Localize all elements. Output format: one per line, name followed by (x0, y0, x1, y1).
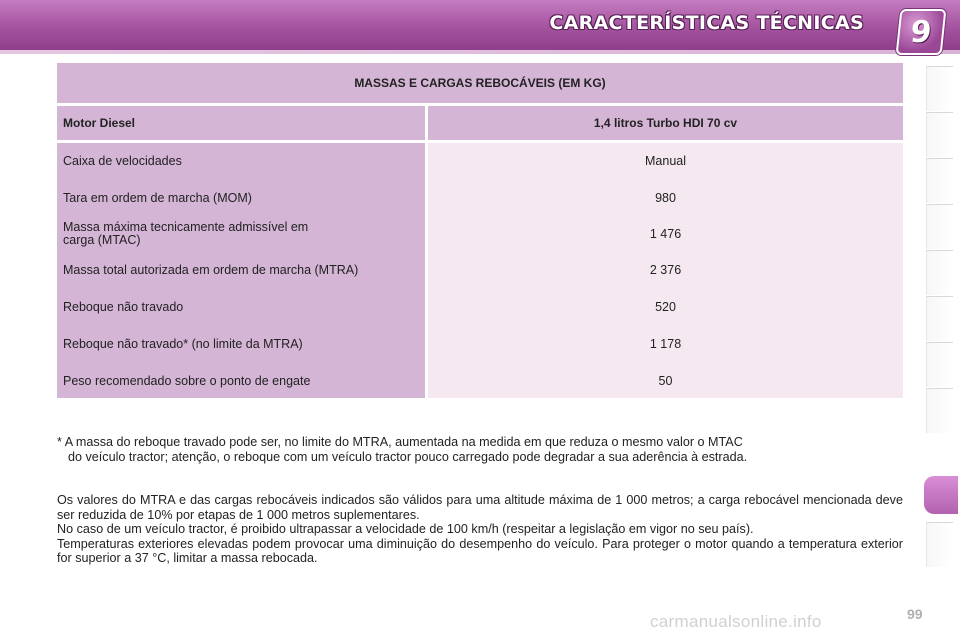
table-row-value: Manual (645, 154, 686, 168)
table-row-value: 1 178 (649, 337, 682, 351)
side-tabs (926, 66, 960, 578)
footnote-line: * A massa do reboque travado pode ser, no limite do MTRA, aumentada na medida em que reduza o mesmo valor o MTAC (57, 435, 743, 449)
footnote (57, 435, 903, 464)
table-header-model: 1,4 litros Turbo HDI 70 cv (428, 106, 903, 140)
footnote-line: do veículo tractor; atenção, o reboque com um veículo tractor pouco carregado pode degradar a sua aderência à estrada. (68, 449, 748, 464)
side-tab[interactable] (926, 204, 953, 249)
note-paragraph: Os valores do MTRA e das cargas rebocáveis indicados são válidos para uma altitude máxima de 1 000 metros; a carga rebocável mencionada deve ser reduzida de 10% por etapas de 1 000 metros suplementares. (57, 493, 903, 522)
side-tab[interactable] (926, 522, 953, 567)
side-tab[interactable] (926, 296, 953, 341)
side-tab[interactable] (926, 388, 953, 433)
table-row-value: 2 376 (649, 263, 682, 277)
table-body (57, 143, 903, 398)
table-row-label: Tara em ordem de marcha (MOM) (63, 191, 252, 205)
table-row-label-line: carga (MTAC) (63, 233, 141, 247)
table-title: MASSAS E CARGAS REBOCÁVEIS (EM KG) (57, 63, 903, 103)
side-tab-active[interactable] (924, 476, 958, 514)
specs-table (57, 63, 903, 398)
table-row-value: 980 (655, 191, 676, 205)
side-tab[interactable] (926, 66, 953, 111)
table-row-label: Caixa de velocidades (63, 154, 182, 168)
table-values-column (428, 143, 903, 398)
watermark: carmanualsonline.info (650, 612, 822, 631)
notes (57, 493, 903, 566)
table-row-label: Reboque não travado (63, 300, 184, 314)
page-number: 99 (907, 606, 923, 622)
table-row-label (63, 221, 419, 247)
table-row-label: Massa total autorizada em ordem de marcha (MTRA) (63, 263, 359, 277)
table-row-value: 50 (658, 374, 673, 388)
table-row-value: 1 476 (649, 227, 682, 241)
chapter-badge: 9 (896, 9, 947, 55)
table-row-value: 520 (655, 300, 676, 314)
page-title: CARACTERÍSTICAS TÉCNICAS (549, 12, 864, 34)
side-tab[interactable] (926, 342, 953, 387)
table-header-row (57, 106, 903, 140)
table-labels-column (57, 143, 425, 398)
note-paragraph: No caso de um veículo tractor, é proibido ultrapassar a velocidade de 100 km/h (respeitar a legislação em vigor no seu país). (57, 522, 754, 536)
table-row-label: Reboque não travado* (no limite da MTRA) (63, 337, 303, 351)
table-row-label: Peso recomendado sobre o ponto de engate (63, 374, 311, 388)
note-paragraph: Temperaturas exteriores elevadas podem provocar uma diminuição do desempenho do veículo. Para proteger o motor quando a temperatura exterior for superior a 37 °C, limitar a massa rebocada. (57, 536, 903, 565)
side-tab[interactable] (926, 250, 953, 295)
side-tab[interactable] (926, 112, 953, 157)
table-header-engine: Motor Diesel (57, 106, 425, 140)
side-tab[interactable] (926, 158, 953, 203)
table-row-label-line: Massa máxima tecnicamente admissível em (63, 220, 309, 234)
